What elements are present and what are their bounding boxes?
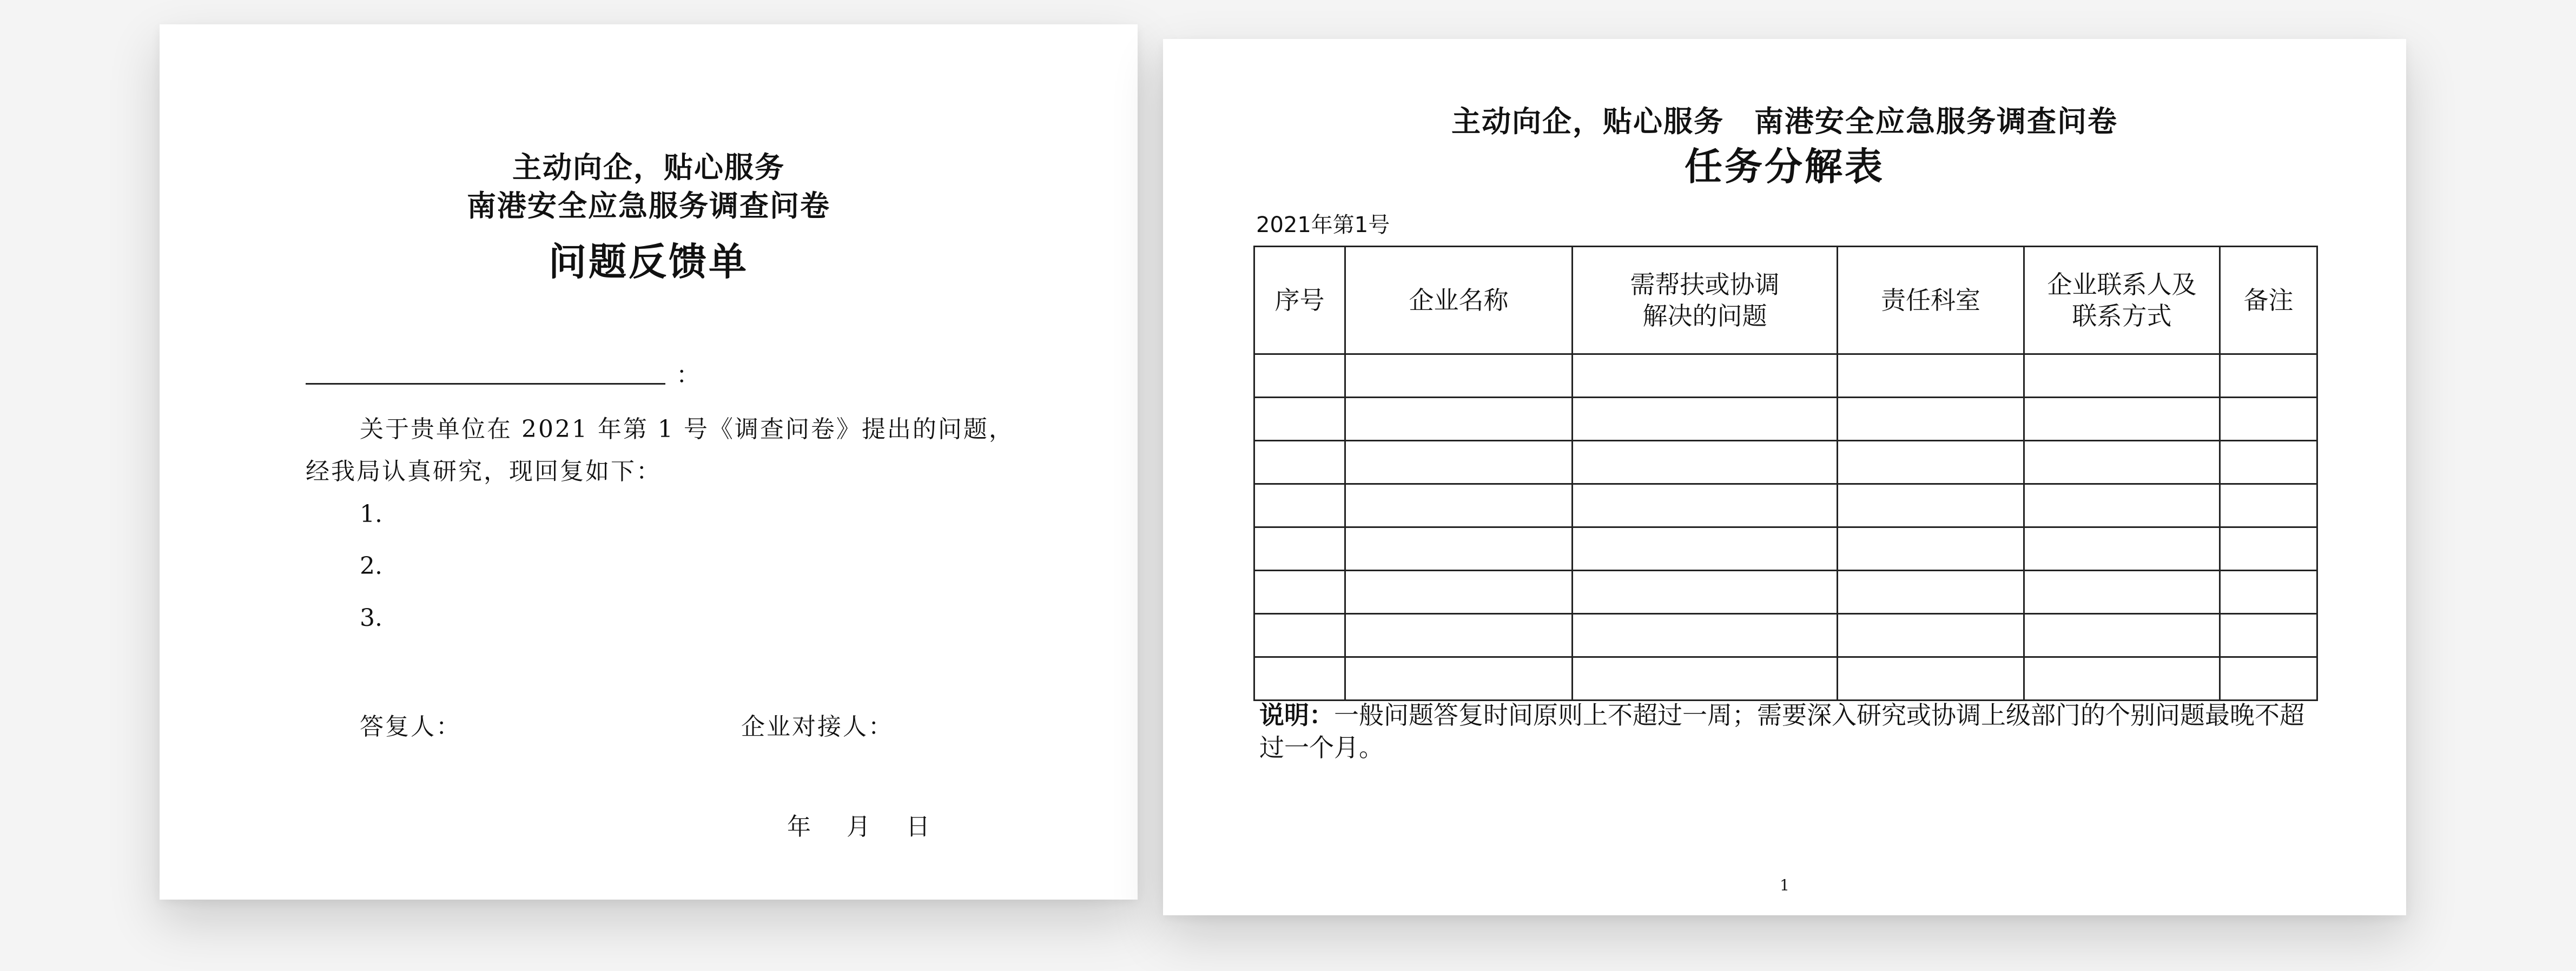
table-cell[interactable] bbox=[1573, 398, 1838, 441]
column-header-contact: 企业联系人及 联系方式 bbox=[2024, 247, 2220, 354]
task-breakdown-page bbox=[1163, 39, 2406, 915]
enterprise-contact-label: 企业对接人： bbox=[741, 713, 894, 741]
table-cell[interactable] bbox=[1573, 571, 1838, 614]
table-cell[interactable] bbox=[1345, 657, 1573, 701]
form-heading: 问题反馈单 bbox=[549, 239, 749, 284]
table-cell[interactable] bbox=[2220, 527, 2317, 571]
column-header-company: 企业名称 bbox=[1345, 247, 1573, 354]
table-row bbox=[1254, 527, 2317, 571]
table-cell[interactable] bbox=[2024, 484, 2220, 527]
table-cell[interactable] bbox=[1254, 527, 1345, 571]
table-cell[interactable] bbox=[2024, 571, 2220, 614]
page-number: 1 bbox=[1780, 876, 1789, 894]
sheet-note bbox=[1259, 699, 2320, 764]
table-cell[interactable] bbox=[2220, 571, 2317, 614]
table-cell[interactable] bbox=[2024, 398, 2220, 441]
table-cell[interactable] bbox=[1838, 527, 2024, 571]
table-cell[interactable] bbox=[1254, 354, 1345, 398]
sheet-heading: 任务分解表 bbox=[1685, 144, 1885, 189]
table-cell[interactable] bbox=[1254, 614, 1345, 657]
form-title-line2: 南港安全应急服务调查问卷 bbox=[467, 188, 830, 223]
table-cell[interactable] bbox=[2220, 614, 2317, 657]
table-cell[interactable] bbox=[1573, 657, 1838, 701]
note-text: 一般问题答复时间原则上不超过一周；需要深入研究或协调上级部门的个别问题最晚不超过一个月。 bbox=[1259, 701, 2304, 762]
table-cell[interactable] bbox=[2220, 657, 2317, 701]
table-row bbox=[1254, 657, 2317, 701]
table-row bbox=[1254, 484, 2317, 527]
task-breakdown-table bbox=[1253, 246, 2318, 701]
table-row bbox=[1254, 571, 2317, 614]
table-cell[interactable] bbox=[1573, 614, 1838, 657]
table-cell[interactable] bbox=[1838, 571, 2024, 614]
table-cell[interactable] bbox=[1345, 398, 1573, 441]
table-cell[interactable] bbox=[2024, 614, 2220, 657]
reply-paragraph-line1: 关于贵单位在 2021 年第 1 号《调查问卷》提出的问题， bbox=[360, 415, 1014, 443]
recipient-colon: ： bbox=[676, 361, 700, 389]
table-row bbox=[1254, 614, 2317, 657]
table-cell[interactable] bbox=[1345, 441, 1573, 484]
table-cell[interactable] bbox=[1838, 441, 2024, 484]
feedback-form-page bbox=[160, 24, 1138, 900]
table-cell[interactable] bbox=[1573, 441, 1838, 484]
table-cell[interactable] bbox=[1838, 614, 2024, 657]
recipient-blank-line bbox=[306, 383, 665, 385]
table-cell[interactable] bbox=[1573, 354, 1838, 398]
table-cell[interactable] bbox=[2220, 484, 2317, 527]
table-cell[interactable] bbox=[1254, 657, 1345, 701]
table-cell[interactable] bbox=[2024, 527, 2220, 571]
table-cell[interactable] bbox=[2024, 354, 2220, 398]
table-cell[interactable] bbox=[1345, 614, 1573, 657]
table-cell[interactable] bbox=[1254, 571, 1345, 614]
table-cell[interactable] bbox=[2024, 657, 2220, 701]
table-cell[interactable] bbox=[1573, 484, 1838, 527]
table-cell[interactable] bbox=[2024, 441, 2220, 484]
table-cell[interactable] bbox=[1573, 527, 1838, 571]
note-label: 说明： bbox=[1259, 701, 1334, 730]
table-cell[interactable] bbox=[1345, 571, 1573, 614]
table-cell[interactable] bbox=[1838, 398, 2024, 441]
table-cell[interactable] bbox=[2220, 354, 2317, 398]
issue-number: 2021年第1号 bbox=[1256, 213, 1390, 237]
replier-label: 答复人： bbox=[360, 713, 461, 741]
table-cell[interactable] bbox=[1838, 354, 2024, 398]
table-row bbox=[1254, 398, 2317, 441]
table-cell[interactable] bbox=[2220, 398, 2317, 441]
reply-item-1: 1. bbox=[360, 500, 382, 528]
table-cell[interactable] bbox=[1345, 527, 1573, 571]
reply-item-2: 2. bbox=[360, 552, 382, 580]
column-header-seq: 序号 bbox=[1254, 247, 1345, 354]
form-title-line1: 主动向企，贴心服务 bbox=[512, 150, 785, 184]
table-body bbox=[1254, 354, 2317, 701]
table-cell[interactable] bbox=[1345, 354, 1573, 398]
table-cell[interactable] bbox=[2220, 441, 2317, 484]
table-cell[interactable] bbox=[1838, 657, 2024, 701]
table-cell[interactable] bbox=[1254, 484, 1345, 527]
column-header-issue: 需帮扶或协调 解决的问题 bbox=[1573, 247, 1838, 354]
table-row bbox=[1254, 441, 2317, 484]
signature-date: 年 月 日 bbox=[787, 813, 933, 841]
table-cell[interactable] bbox=[1345, 484, 1573, 527]
sheet-title-line1: 主动向企，贴心服务 南港安全应急服务调查问卷 bbox=[1451, 104, 2118, 138]
table-cell[interactable] bbox=[1838, 484, 2024, 527]
reply-item-3: 3. bbox=[360, 604, 382, 632]
column-header-department: 责任科室 bbox=[1838, 247, 2024, 354]
table-header-row bbox=[1254, 247, 2317, 354]
reply-paragraph-line2: 经我局认真研究，现回复如下： bbox=[306, 458, 662, 485]
table-row bbox=[1254, 354, 2317, 398]
column-header-remarks: 备注 bbox=[2220, 247, 2317, 354]
table-cell[interactable] bbox=[1254, 441, 1345, 484]
table-cell[interactable] bbox=[1254, 398, 1345, 441]
